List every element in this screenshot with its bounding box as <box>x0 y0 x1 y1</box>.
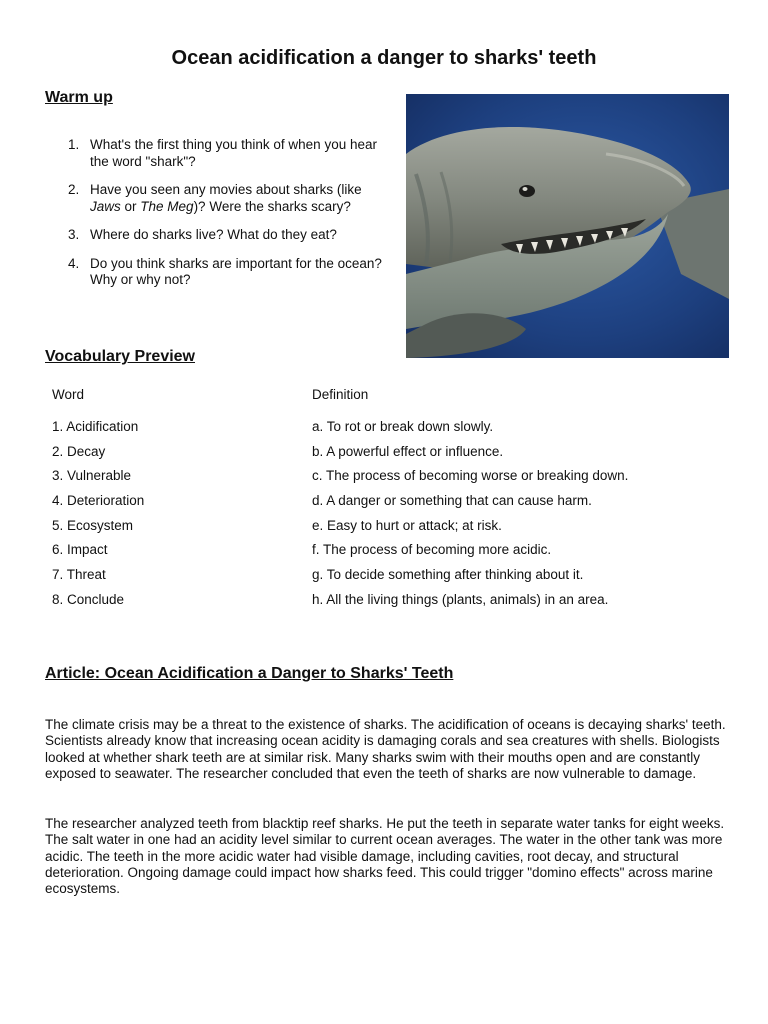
vocab-word: 2. Decay <box>52 443 106 459</box>
vocab-word: 3. Vulnerable <box>52 468 132 484</box>
vocab-definition: f. The process of becoming more acidic. <box>312 542 552 558</box>
table-row <box>45 444 735 469</box>
vocab-definition: a. To rot or break down slowly. <box>312 419 494 434</box>
article-heading: Article: Ocean Acidification a Danger to Sharks' Teeth <box>45 665 454 682</box>
vocab-word: 6. Impact <box>52 542 108 558</box>
page-title: Ocean acidification a danger to sharks' teeth <box>171 47 597 69</box>
table-row <box>45 542 735 567</box>
table-row <box>45 419 735 444</box>
vocab-definition: e. Easy to hurt or attack; at risk. <box>312 517 502 533</box>
table-row <box>45 468 735 493</box>
vocabulary-table <box>45 387 735 617</box>
vocab-definition: h. All the living things (plants, animals) in an area. <box>312 591 609 607</box>
shark-photo <box>406 94 729 358</box>
shark-illustration <box>406 94 729 358</box>
table-row <box>45 592 735 617</box>
warm-up-question-2: 2. Have you seen any movies about sharks (like Jaws or The Meg)? Were the sharks scary? <box>68 182 362 214</box>
vocab-definition: g. To decide something after thinking about it. <box>312 567 584 583</box>
vocab-word: 1. Acidification <box>52 419 139 434</box>
warm-up-questions <box>66 137 396 301</box>
vocabulary-heading: Vocabulary Preview <box>45 348 195 365</box>
warm-up-heading: Warm up <box>45 89 113 106</box>
vocabulary-header-row <box>45 387 735 419</box>
vocab-definition: c. The process of becoming worse or breaking down. <box>312 468 629 484</box>
table-row <box>45 493 735 518</box>
warm-up-question-3: 3. Where do sharks live? What do they eat? <box>68 227 337 242</box>
column-header-word: Word <box>52 387 85 402</box>
vocab-definition: b. A powerful effect or influence. <box>312 443 504 459</box>
vocab-word: 8. Conclude <box>52 591 125 607</box>
vocab-word: 7. Threat <box>52 567 106 583</box>
warm-up-question-1: 1. What's the first thing you think of when you hear the word "shark"? <box>68 137 377 169</box>
vocab-word: 5. Ecosystem <box>52 517 134 533</box>
vocab-word: 4. Deterioration <box>52 493 145 509</box>
table-row <box>45 567 735 592</box>
table-row <box>45 518 735 543</box>
vocab-definition: d. A danger or something that can cause harm. <box>312 493 592 509</box>
warm-up-question-4: 4. Do you think sharks are important for the ocean? Why or why not? <box>68 255 382 287</box>
column-header-definition: Definition <box>312 387 369 402</box>
article-paragraph-2: The researcher analyzed teeth from blacktip reef sharks. He put the teeth in separate water tanks for eight weeks. The salt water in one had an acidity level similar to current ocean averages. The water in the other tank was more acidic. The teeth in the more acidic water had visible damage, including cavities, root decay, and structural deterioration. Ongoing damage could impact how sharks feed. This could trigger "domino effects" across marine ecosystems. <box>45 816 725 897</box>
article-paragraph-1: The climate crisis may be a threat to the existence of sharks. The acidification of oceans is decaying sharks' teeth. Scientists already know that increasing ocean acidity is damaging corals and sea creatures with shells. Biologists looked at whether shark teeth are at similar risk. Many sharks swim with their mouths open and are constantly exposed to seawater. The researcher concluded that even the teeth of sharks are now vulnerable to damage. <box>45 717 726 781</box>
